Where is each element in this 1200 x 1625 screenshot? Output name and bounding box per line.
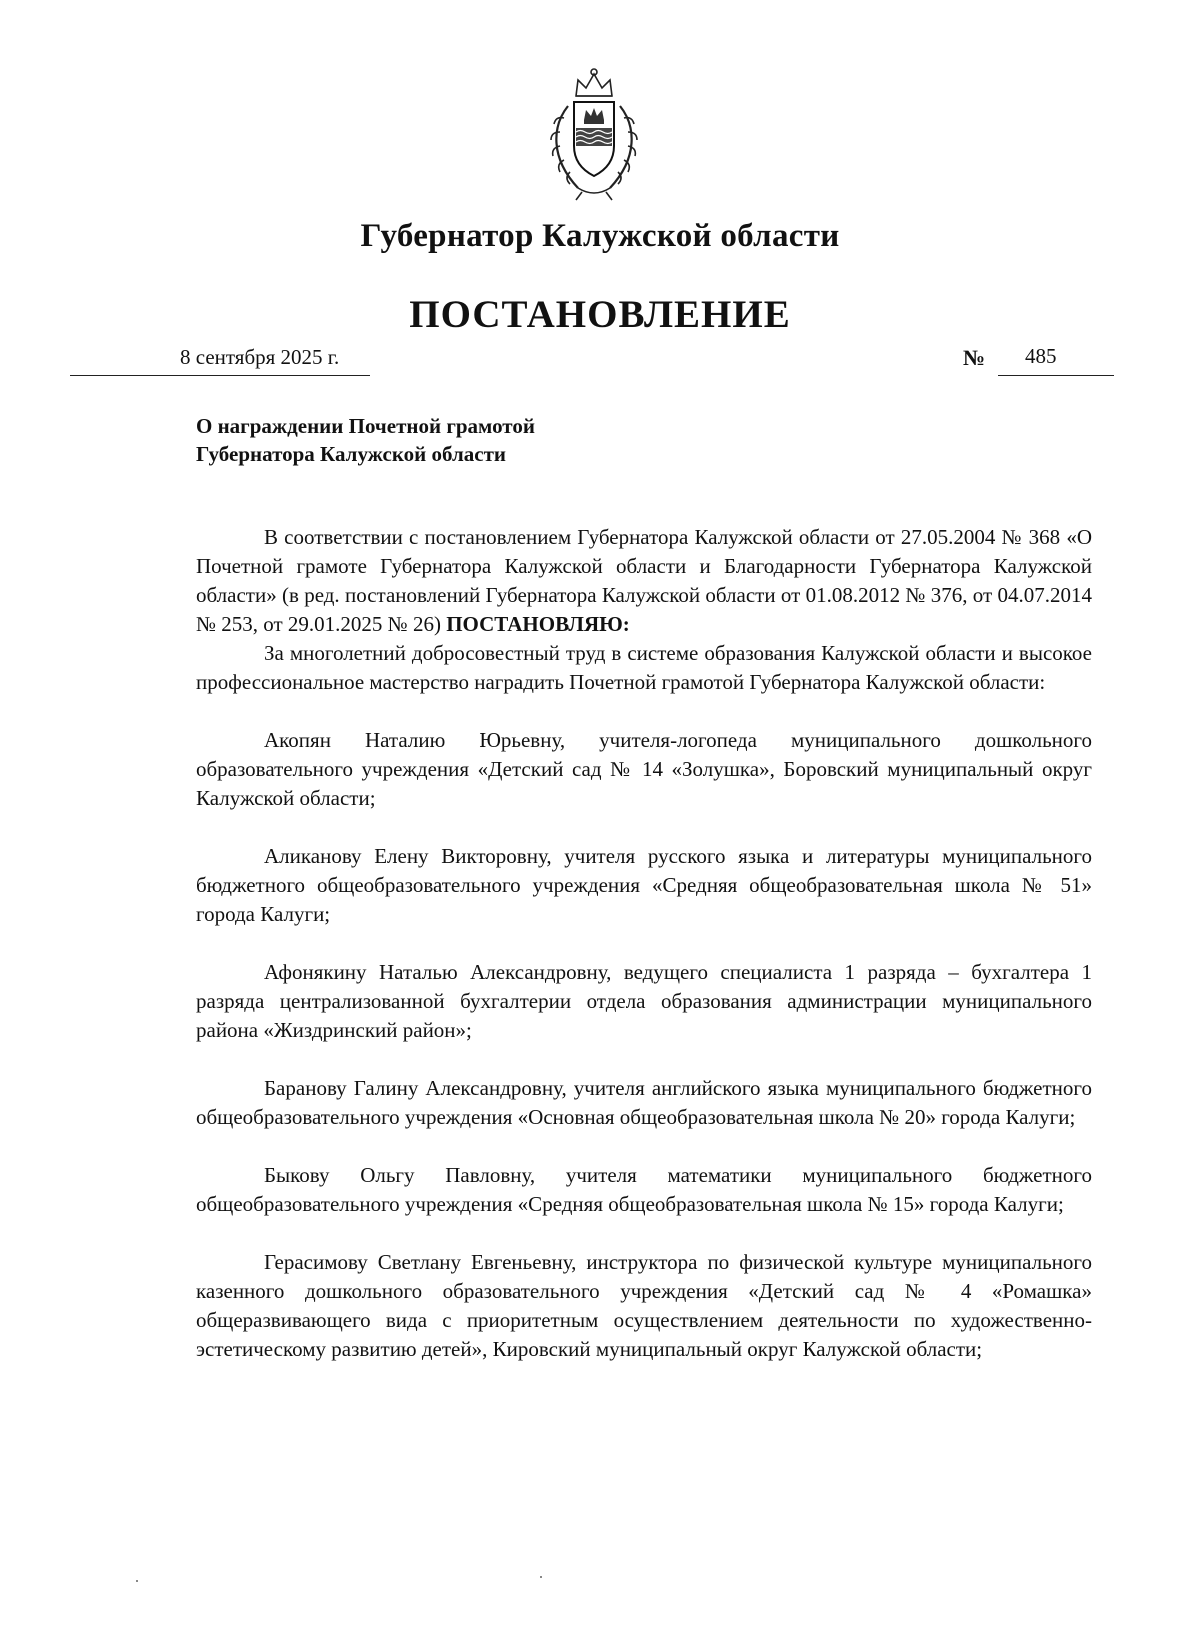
awardee-paragraph: Быкову Ольгу Павловну, учителя математики муниципального бюджетного общеобразовательного учреждения «Средняя общеобразовательная школа № 15» города Калуги; [196,1163,1092,1216]
subject-line-1: О награждении Почетной грамотой [196,414,535,438]
preamble-text: В соответствии с постановлением Губернатора Калужской области от 27.05.2004 № 368 «О Почетной грамоте Губернатора Калужской области и Благодарности Губернатора Калужской области» (в ред. постановлений Губернатора Калужской области от 01.08.2012 № 376, от 04.07.2014 № 253, от 29.01.2025 № 26) [196,525,1092,636]
document-subject [196,412,716,468]
scan-speck [136,1580,138,1582]
issuing-authority: Губернатор Калужской области [360,218,840,254]
document-date: 8 сентября 2025 г. [180,345,340,369]
awardee-paragraph: Герасимову Светлану Евгеньевну, инструктора по физической культуре муниципального казенного дошкольного образовательного учреждения «Детский сад № 4 «Ромашка» общеразвивающего вида с приоритетным осуществлением деятельности по художественно-эстетическому развитию детей», Кировский муниципальный округ Калужской области; [196,1250,1092,1361]
scan-speck [540,1576,542,1578]
decree-word: ПОСТАНОВЛЯЮ: [446,612,630,636]
preamble-paragraph [196,523,1092,639]
document-body [196,523,1092,1364]
awardee-paragraph: Афонякину Наталью Александровну, ведущего специалиста 1 разряда – бухгалтера 1 разряда централизованной бухгалтерии отдела образования администрации муниципального района «Жиздринский район»; [196,960,1092,1042]
number-sign: № [963,345,986,370]
awardee-paragraph: Баранову Галину Александровну, учителя английского языка муниципального бюджетного общеобразовательного учреждения «Основная общеобразовательная школа № 20» города Калуги; [196,1076,1092,1129]
awardee-paragraph: Акопян Наталию Юрьевну, учителя-логопеда муниципального дошкольного образовательного учреждения «Детский сад № 14 «Золушка», Боровский муниципальный округ Калужской области; [196,728,1092,810]
document-number: 485 [1025,344,1057,368]
document-type-title: ПОСТАНОВЛЕНИЕ [409,293,791,336]
award-intro-paragraph: За многолетний добросовестный труд в системе образования Калужской области и высокое профессиональное мастерство наградить Почетной грамотой Губернатора Калужской области: [196,641,1092,694]
coat-of-arms-icon [538,66,650,202]
subject-line-2: Губернатора Калужской области [196,442,507,466]
awardee-paragraph: Аликанову Елену Викторовну, учителя русского языка и литературы муниципального бюджетного общеобразовательного учреждения «Средняя общеобразовательная школа № 51» города Калуги; [196,844,1092,926]
